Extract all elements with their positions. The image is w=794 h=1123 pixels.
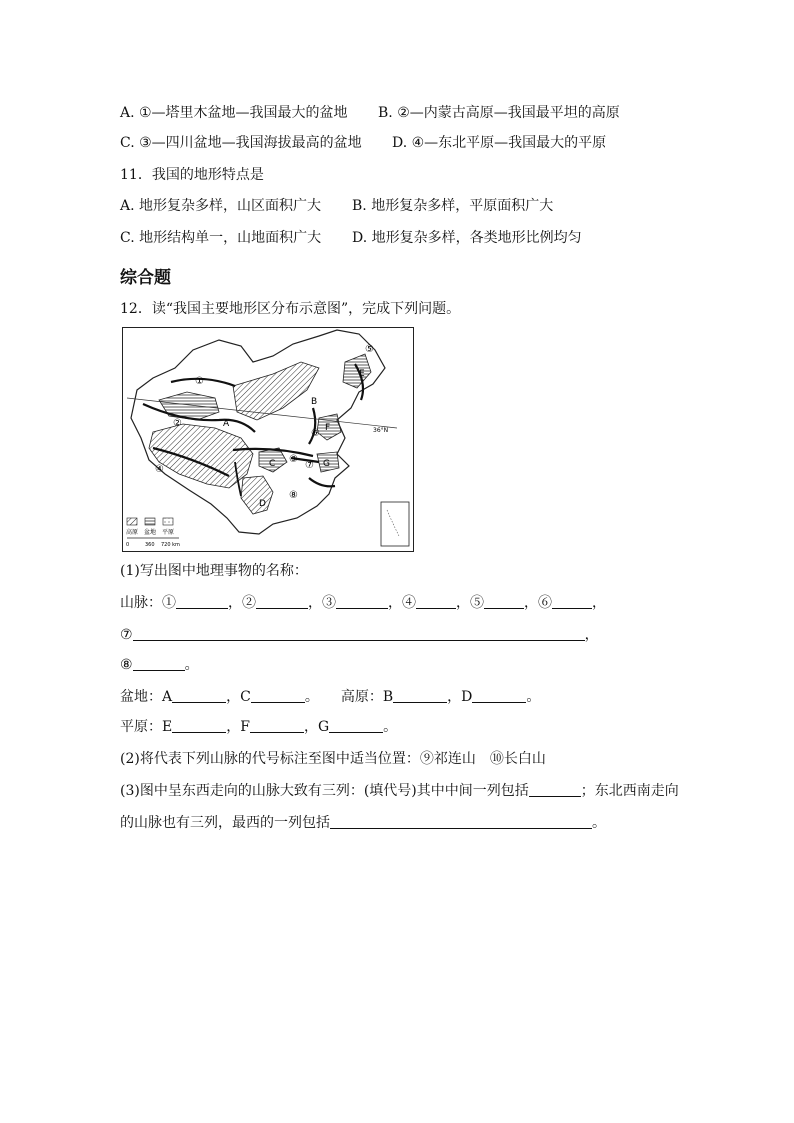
comma: ， — [226, 719, 241, 735]
terrain-map-svg — [123, 328, 413, 551]
map-label-c: C — [269, 459, 276, 469]
answer-blank-basin-a[interactable] — [172, 688, 226, 703]
basin-a-region — [159, 392, 219, 420]
part3-text-d: 。 — [592, 815, 606, 831]
q12-part2: (2)将代表下列山脉的代号标注至图中适当位置：⑨祁连山 ⑩长白山 — [120, 751, 546, 767]
q12-part3-line2 — [120, 814, 606, 832]
map-num-1: ① — [195, 376, 204, 387]
q11-option-a: A. 地形复杂多样，山区面积广大 — [120, 198, 322, 214]
plain-e-region — [343, 354, 371, 388]
latitude-36n-label: 36°N — [373, 427, 389, 434]
map-num-7: ⑦ — [305, 460, 314, 471]
answer-blank-plain-e[interactable] — [172, 718, 226, 733]
part3-text-c: 的山脉也有三列，最西的一列包括 — [120, 815, 330, 831]
comma: ， — [447, 689, 462, 705]
map-num-4: ④ — [155, 464, 164, 475]
scale-720: 720 km — [161, 542, 180, 548]
answer-blank-8[interactable] — [133, 656, 185, 671]
map-label-b: B — [311, 397, 318, 407]
comma: ， — [456, 595, 470, 611]
q11-option-d: D. 地形复杂多样，各类地形比例均匀 — [352, 230, 582, 246]
map-num-2: ② — [173, 418, 182, 429]
part3-text-b: ；东北西南走向 — [580, 783, 679, 799]
q11-option-c: C. 地形结构单一，山地面积广大 — [120, 230, 322, 246]
num-4: ④ — [402, 595, 416, 611]
mountains-row-3 — [120, 656, 199, 674]
answer-blank-7[interactable] — [133, 626, 585, 641]
num-3: ③ — [322, 595, 336, 611]
map-label-a: A — [223, 419, 230, 429]
legend-plateau: 高原 — [126, 529, 139, 536]
period: 。 — [184, 657, 199, 673]
answer-blank-plain-f[interactable] — [250, 718, 304, 733]
mountains-row-2 — [120, 626, 599, 644]
scale-0: 0 — [126, 542, 130, 548]
mountains-label: 山脉： — [120, 595, 162, 611]
num-8: ⑧ — [120, 657, 133, 673]
comma: ， — [226, 689, 241, 705]
map-label-g: G — [323, 459, 330, 469]
q10-option-a: A. ①—塔里木盆地—我国最大的盆地 — [120, 105, 348, 121]
answer-blank-6[interactable] — [552, 594, 592, 609]
plains-row — [120, 718, 397, 736]
q10-option-d: D. ④—东北平原—我国最大的平原 — [392, 135, 607, 151]
map-num-8: ⑧ — [289, 490, 298, 501]
answer-blank-middle-range[interactable] — [529, 782, 581, 797]
answer-blank-3[interactable] — [336, 594, 388, 609]
map-label-d: D — [259, 499, 266, 509]
answer-blank-2[interactable] — [256, 594, 308, 609]
plain-e-letter: E — [162, 719, 173, 735]
basin-a-letter: A — [162, 689, 173, 705]
q12-part3-line1 — [120, 782, 679, 800]
q10-option-b: B. ②—内蒙古高原—我国最平坦的高原 — [378, 105, 620, 121]
basins-label: 盆地： — [120, 689, 162, 705]
map-num-3: ③ — [289, 454, 298, 465]
map-legend — [126, 518, 180, 548]
answer-blank-5[interactable] — [484, 594, 524, 609]
answer-blank-plain-g[interactable] — [329, 718, 383, 733]
answer-blank-plateau-d[interactable] — [472, 688, 526, 703]
num-5: ⑤ — [470, 595, 484, 611]
map-label-f: F — [325, 423, 331, 433]
plateaus-label: 高原： — [340, 689, 383, 705]
legend-basin: 盆地 — [144, 529, 157, 536]
plateau-d-region — [241, 476, 273, 514]
q12-stem: 12．读“我国主要地形区分布示意图”，完成下列问题。 — [120, 301, 461, 317]
comma: ， — [592, 595, 606, 611]
plain-g-letter: G — [317, 719, 330, 735]
terrain-map — [122, 327, 414, 552]
num-1: ① — [162, 595, 176, 611]
plateau-b-letter: B — [382, 689, 394, 705]
answer-blank-basin-c[interactable] — [251, 688, 305, 703]
period: 。 — [304, 689, 319, 705]
comma: ， — [228, 595, 242, 611]
comma: ， — [584, 627, 599, 643]
scale-360: 360 — [145, 542, 155, 548]
mountains-row-1 — [120, 594, 606, 612]
comma: ， — [308, 595, 322, 611]
answer-blank-plateau-b[interactable] — [393, 688, 447, 703]
range-8 — [309, 478, 335, 486]
section-title: 综合题 — [120, 268, 171, 288]
q11-option-b: B. 地形复杂多样，平原面积广大 — [352, 198, 554, 214]
num-2: ② — [242, 595, 256, 611]
num-7: ⑦ — [120, 627, 133, 643]
period: 。 — [383, 719, 398, 735]
legend-plain: 平原 — [162, 529, 175, 536]
answer-blank-4[interactable] — [416, 594, 456, 609]
period: 。 — [526, 689, 541, 705]
basins-plateaus-row — [120, 688, 540, 706]
basin-c-letter: C — [240, 689, 251, 705]
map-num-5: ⑤ — [365, 344, 374, 355]
map-num-6: ⑥ — [311, 428, 320, 439]
map-label-e: E — [359, 369, 365, 379]
south-sea-inset — [381, 502, 409, 546]
plateau-d-letter: D — [461, 689, 473, 705]
plain-f-letter: F — [240, 719, 250, 735]
answer-blank-west-range[interactable] — [330, 814, 592, 829]
plains-label: 平原： — [120, 719, 162, 735]
num-6: ⑥ — [538, 595, 552, 611]
q10-option-c: C. ③—四川盆地—我国海拔最高的盆地 — [120, 135, 362, 151]
comma: ， — [524, 595, 538, 611]
part3-text-a: (3)图中呈东西走向的山脉大致有三列：(填代号)其中中间一列包括 — [120, 783, 529, 799]
comma: ， — [303, 719, 318, 735]
answer-blank-1[interactable] — [176, 594, 228, 609]
q12-part1: (1)写出图中地理事物的名称： — [120, 563, 308, 579]
q11-stem: 11．我国的地形特点是 — [120, 167, 264, 183]
comma: ， — [388, 595, 402, 611]
